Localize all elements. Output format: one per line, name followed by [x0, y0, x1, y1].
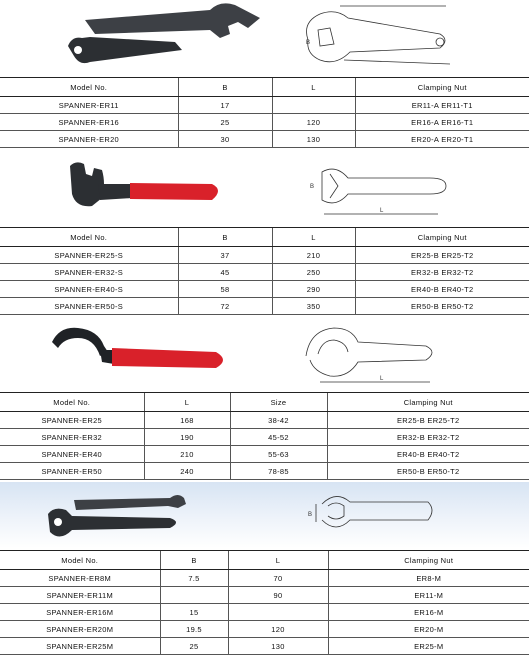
column-header: Model No. [0, 228, 178, 247]
table-row [0, 131, 529, 148]
table-row [0, 264, 529, 281]
value-cell: 19.5 [160, 621, 228, 638]
value-cell: 250 [272, 264, 355, 281]
value-cell: 25 [178, 114, 272, 131]
table-row [0, 247, 529, 264]
value-cell: 290 [272, 281, 355, 298]
section-4-images [0, 484, 529, 548]
column-header: B [178, 78, 272, 97]
value-cell: 210 [144, 446, 230, 463]
nut-cell: ER16-A ER16-T1 [355, 114, 529, 131]
table-section-4 [0, 550, 529, 655]
nut-cell: ER20-A ER20-T1 [355, 131, 529, 148]
value-cell: 58 [178, 281, 272, 298]
nut-cell: ER32-B ER32-T2 [327, 429, 529, 446]
table-row [0, 570, 529, 587]
value-cell [228, 604, 328, 621]
value-cell: 168 [144, 412, 230, 429]
value-cell: 45-52 [230, 429, 327, 446]
spanner-drawing [302, 486, 442, 548]
column-header: Clamping Nut [328, 551, 529, 570]
nut-cell: ER11-M [328, 587, 529, 604]
value-cell: 130 [228, 638, 328, 655]
nut-cell: ER25-B ER25-T2 [327, 412, 529, 429]
table-row [0, 621, 529, 638]
column-header: Clamping Nut [355, 78, 529, 97]
value-cell: 120 [228, 621, 328, 638]
nut-cell: ER11-A ER11-T1 [355, 97, 529, 114]
model-cell: SPANNER-ER50-S [0, 298, 178, 315]
nut-cell: ER25-B ER25-T2 [355, 247, 529, 264]
value-cell: 72 [178, 298, 272, 315]
table-row [0, 114, 529, 131]
nut-cell: ER32-B ER32-T2 [355, 264, 529, 281]
column-header: L [272, 78, 355, 97]
table-row [0, 604, 529, 621]
table-row [0, 298, 529, 315]
value-cell: 37 [178, 247, 272, 264]
drawing-label-b: B [308, 512, 313, 518]
table-row [0, 587, 529, 604]
model-cell: SPANNER-ER8M [0, 570, 160, 587]
value-cell: 55-63 [230, 446, 327, 463]
nut-cell: ER25-M [328, 638, 529, 655]
section-3-images [0, 318, 529, 390]
mini-spanner-photo [42, 486, 192, 548]
model-cell: SPANNER-ER16M [0, 604, 160, 621]
spanner-drawing [300, 0, 460, 74]
section-2-images [0, 152, 529, 226]
model-cell: SPANNER-ER32 [0, 429, 144, 446]
column-header: Clamping Nut [355, 228, 529, 247]
model-cell: SPANNER-ER40 [0, 446, 144, 463]
model-cell: SPANNER-ER20M [0, 621, 160, 638]
section-1-images [0, 0, 529, 74]
value-cell: 38-42 [230, 412, 327, 429]
column-header: L [272, 228, 355, 247]
column-header: Clamping Nut [327, 393, 529, 412]
value-cell: 17 [178, 97, 272, 114]
nut-cell: ER16-M [328, 604, 529, 621]
drawing-label-l: L [380, 376, 384, 382]
hook-spanner-photo [44, 322, 234, 388]
model-cell: SPANNER-ER25M [0, 638, 160, 655]
value-cell: 120 [272, 114, 355, 131]
value-cell: 70 [228, 570, 328, 587]
column-header: Size [230, 393, 327, 412]
model-cell: SPANNER-ER16 [0, 114, 178, 131]
model-cell: SPANNER-ER11M [0, 587, 160, 604]
value-cell: 350 [272, 298, 355, 315]
value-cell [160, 587, 228, 604]
value-cell: 190 [144, 429, 230, 446]
column-header: Model No. [0, 393, 144, 412]
value-cell: 7.5 [160, 570, 228, 587]
value-cell: 25 [160, 638, 228, 655]
table-section-1 [0, 77, 529, 148]
model-cell: SPANNER-ER50 [0, 463, 144, 480]
drawing-label-l: L [380, 208, 384, 214]
spanner-drawing [300, 320, 440, 386]
value-cell: 15 [160, 604, 228, 621]
value-cell: 30 [178, 131, 272, 148]
single-end-spanner-photo [60, 0, 260, 74]
model-cell: SPANNER-ER11 [0, 97, 178, 114]
nut-cell: ER8-M [328, 570, 529, 587]
column-header: Model No. [0, 78, 178, 97]
table-row [0, 446, 529, 463]
table-row [0, 97, 529, 114]
value-cell: 210 [272, 247, 355, 264]
table-row [0, 412, 529, 429]
table-section-3 [0, 392, 529, 480]
model-cell: SPANNER-ER40-S [0, 281, 178, 298]
model-cell: SPANNER-ER32-S [0, 264, 178, 281]
table-row [0, 463, 529, 480]
column-header: B [178, 228, 272, 247]
model-cell: SPANNER-ER25-S [0, 247, 178, 264]
value-cell: 130 [272, 131, 355, 148]
column-header: Model No. [0, 551, 160, 570]
model-cell: SPANNER-ER20 [0, 131, 178, 148]
table-row [0, 429, 529, 446]
value-cell: 45 [178, 264, 272, 281]
table-section-2 [0, 227, 529, 315]
nut-cell: ER50-B ER50-T2 [355, 298, 529, 315]
column-header: B [160, 551, 228, 570]
table-row [0, 281, 529, 298]
value-cell: 240 [144, 463, 230, 480]
drawing-label-b: B [310, 184, 315, 190]
nut-cell: ER20-M [328, 621, 529, 638]
red-handle-spanner-photo [62, 158, 232, 224]
spanner-drawing [300, 154, 460, 224]
nut-cell: ER40-B ER40-T2 [355, 281, 529, 298]
drawing-label-b: B [306, 40, 311, 46]
table-row [0, 638, 529, 655]
model-cell: SPANNER-ER25 [0, 412, 144, 429]
value-cell: 78-85 [230, 463, 327, 480]
column-header: L [228, 551, 328, 570]
nut-cell: ER40-B ER40-T2 [327, 446, 529, 463]
nut-cell: ER50-B ER50-T2 [327, 463, 529, 480]
value-cell [272, 97, 355, 114]
column-header: L [144, 393, 230, 412]
value-cell: 90 [228, 587, 328, 604]
